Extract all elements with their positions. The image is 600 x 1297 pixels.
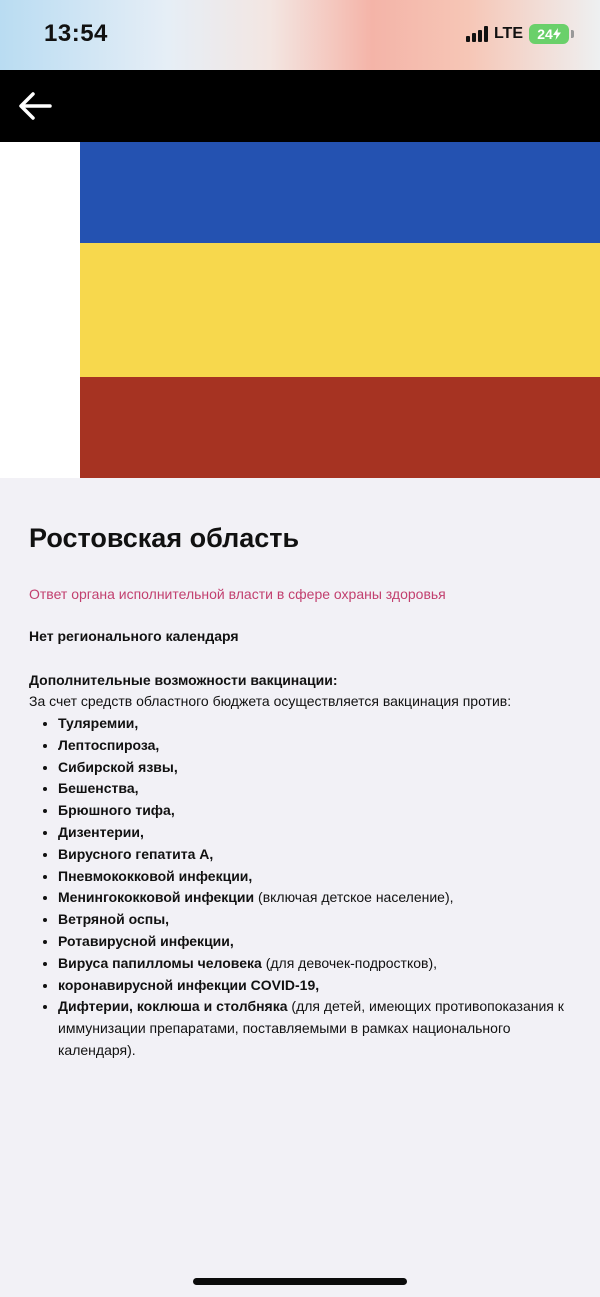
battery-icon [529,24,569,44]
network-type: LTE [493,25,523,42]
status-indicators [466,24,574,44]
region-flag-area [0,142,600,478]
list-item: • Дифтерии, коклюша и столбняка (для детей, имеющих противопоказания к иммунизации препаратами, поставляемыми в рамках национального календаря). [58,996,574,1061]
list-item: • Дизентерии, [58,822,574,844]
list-item: • Менингококковой инфекции (включая детское население), [58,887,574,909]
list-item: • Лептоспироза, [58,735,574,757]
list-item: • Бешенства, [58,778,574,800]
vaccination-intro-text: За счет средств областного бюджета осуществляется вакцинация против: [29,693,512,709]
page-title: Ростовская область [29,523,300,553]
home-indicator[interactable] [193,1278,407,1285]
flag-stripe-blue [80,142,600,243]
vaccination-list [29,713,574,1062]
status-time: 13:54 [44,20,108,47]
battery-level: 24 [537,26,553,42]
health-authority-response-link[interactable]: Ответ органа исполнительной власти в сфере охраны здоровья [29,586,446,602]
list-item: • Пневмококковой инфекции, [58,866,574,888]
region-flag [80,142,600,478]
list-item: • Ветряной оспы, [58,909,574,931]
list-item: • Вируса папилломы человека (для девочек-подростков), [58,953,574,975]
extra-vaccination-heading: Дополнительные возможности вакцинации: [29,672,338,688]
arrow-left-icon [14,86,58,126]
no-regional-calendar-text: Нет регионального календаря [29,628,239,644]
list-item: • Ротавирусной инфекции, [58,931,574,953]
list-item: • коронавирусной инфекции COVID-19, [58,975,574,997]
flag-stripe-yellow [80,243,600,377]
battery-tip [571,30,574,38]
region-content [29,520,574,1062]
list-item: • Брюшного тифа, [58,800,574,822]
navigation-bar [0,70,600,142]
charging-bolt-icon [553,28,561,40]
back-button[interactable] [14,86,58,126]
list-item: • Сибирской язвы, [58,757,574,779]
signal-icon [466,26,488,42]
list-item: • Туляремии, [58,713,574,735]
status-bar [0,0,600,70]
list-item: • Вирусного гепатита А, [58,844,574,866]
flag-stripe-red [80,377,600,478]
